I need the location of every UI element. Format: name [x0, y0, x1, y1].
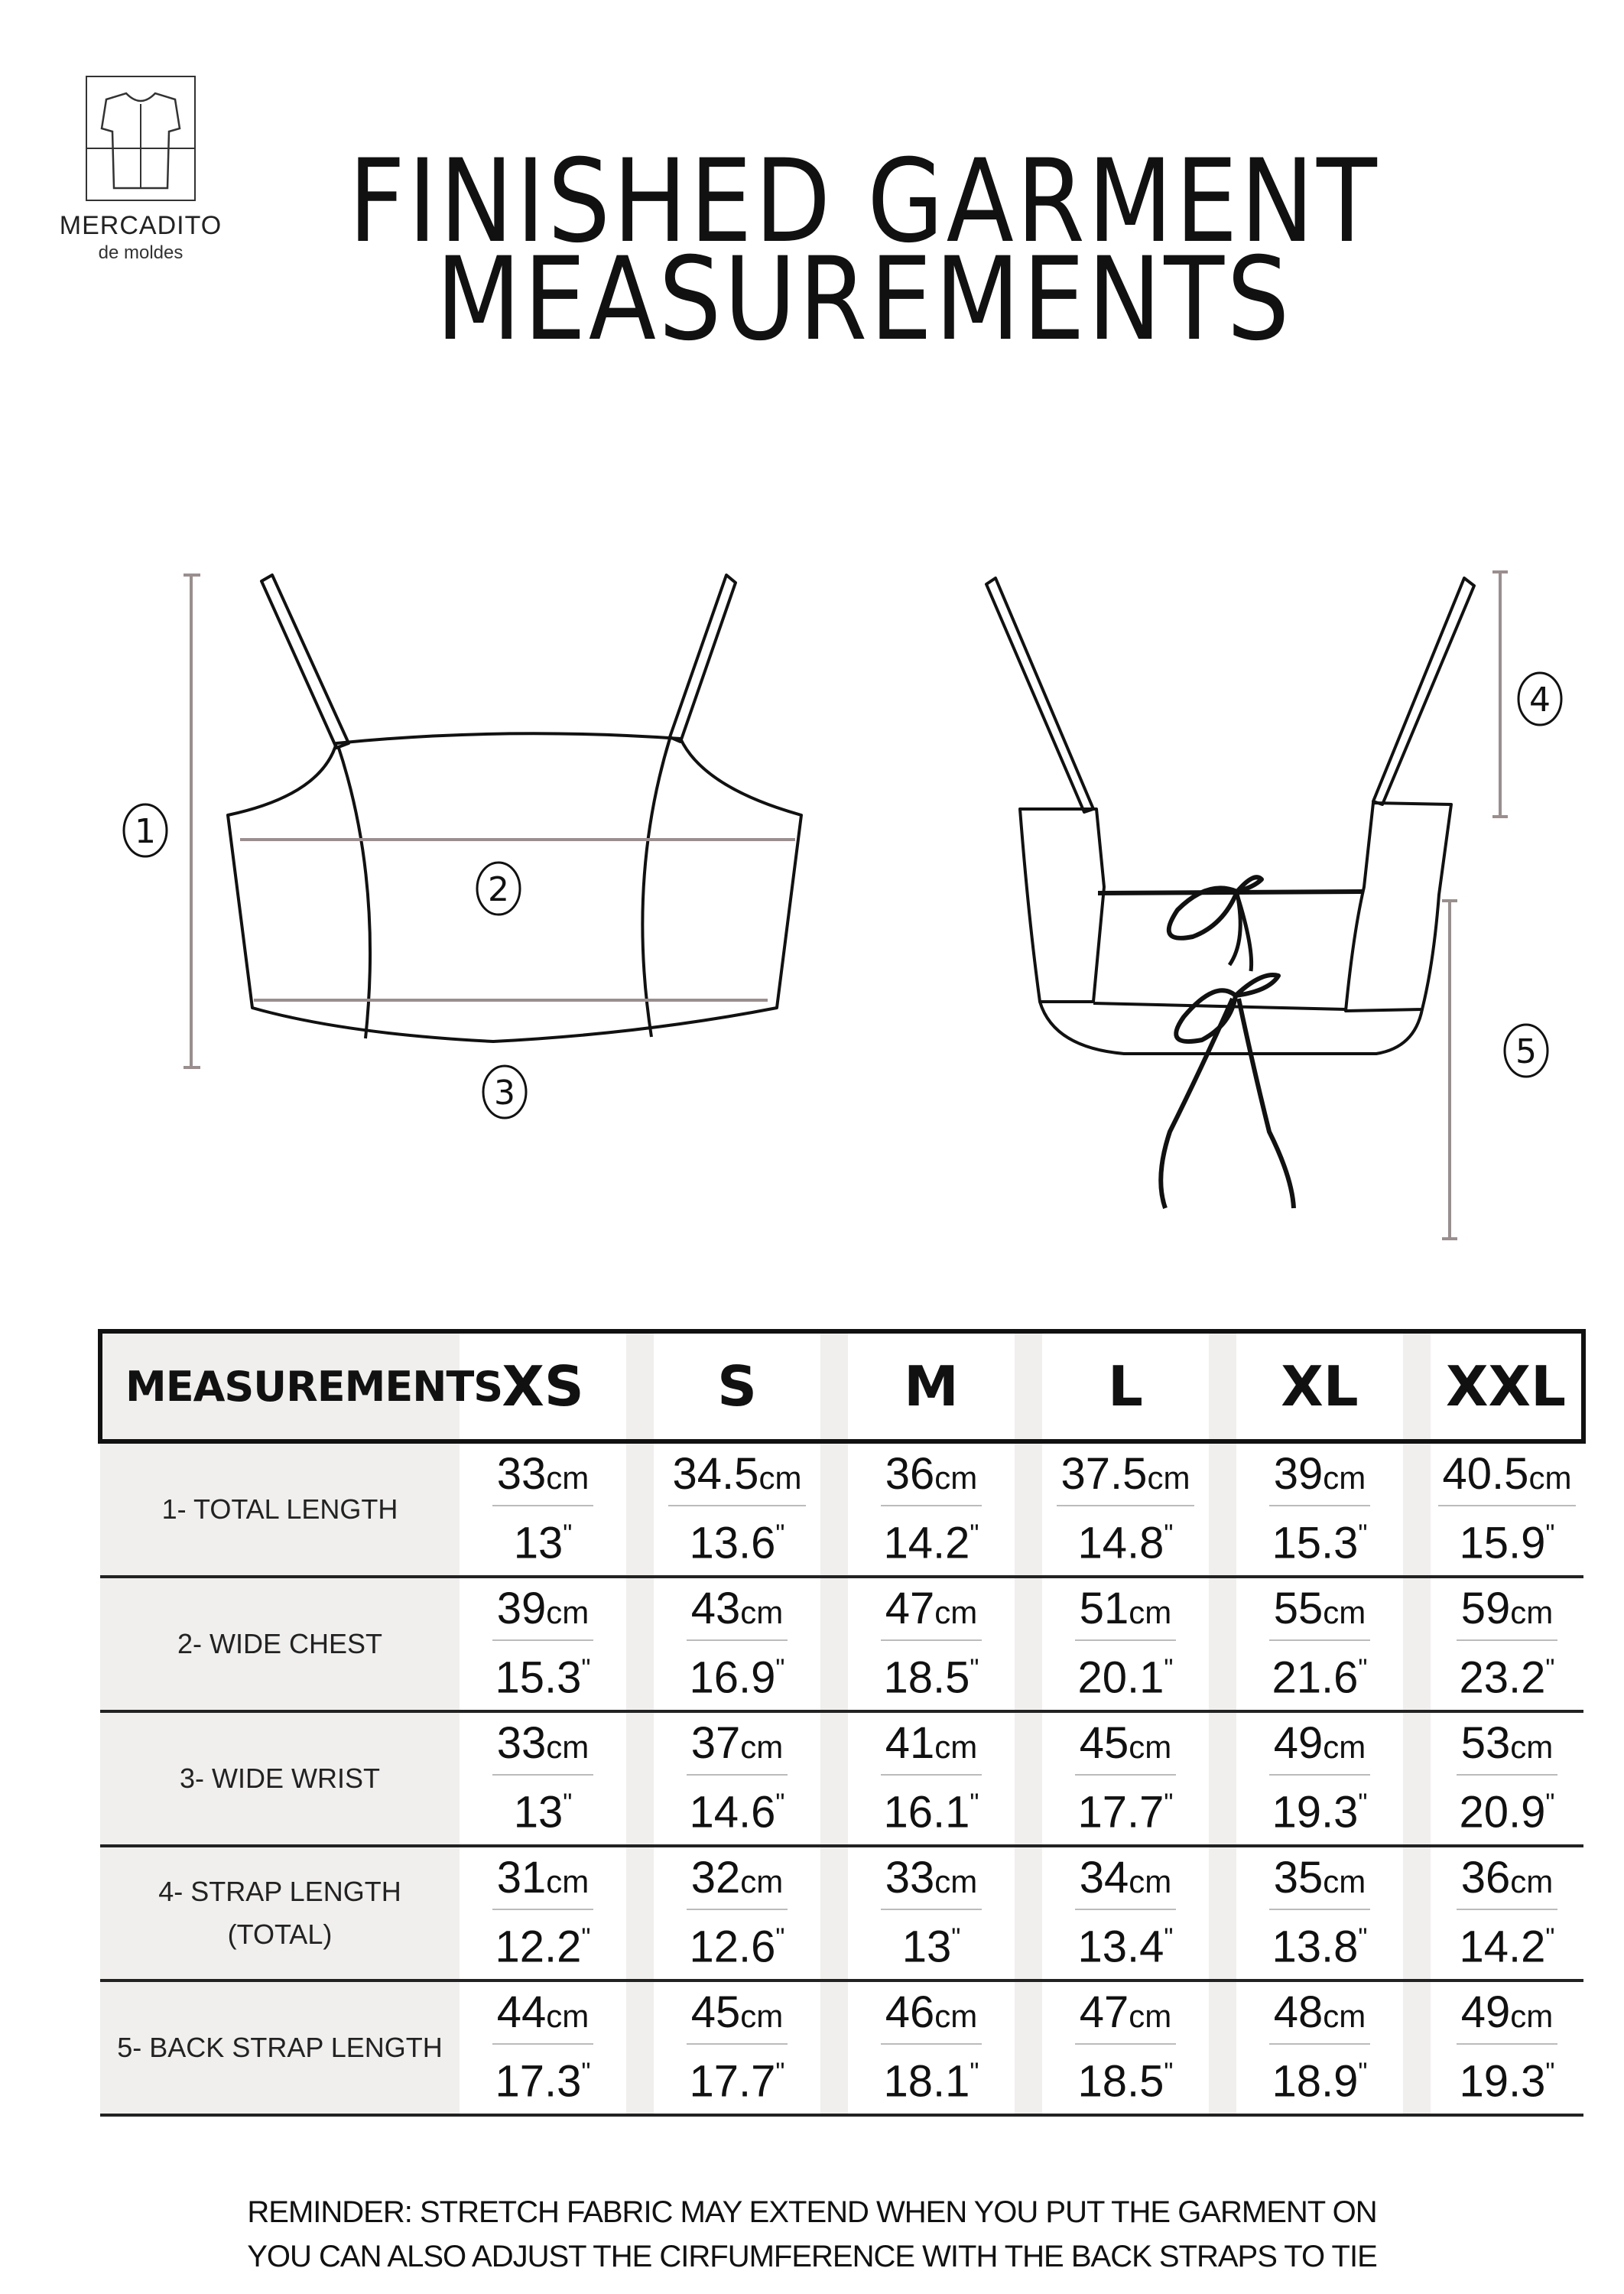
column-spacer	[1403, 1980, 1431, 2115]
unit-cm: cm	[934, 1998, 978, 2035]
unit-inches: "	[1164, 1519, 1174, 1549]
measurement-value-cell	[654, 1711, 820, 1846]
value-cm: 37	[690, 1718, 741, 1769]
measurement-value-cell	[654, 1441, 820, 1577]
unit-inches: "	[1164, 1654, 1174, 1684]
title-line-1: FINISHED GARMENT	[348, 135, 1380, 268]
measurement-value-cell	[654, 1846, 820, 1980]
svg-text:4: 4	[1529, 681, 1551, 720]
measurement-value-cell	[1042, 1577, 1209, 1711]
marker-2	[477, 863, 520, 915]
unit-cm: cm	[1323, 1594, 1366, 1631]
value-cm: 39	[1273, 1449, 1324, 1500]
value-cm: 43	[690, 1584, 741, 1634]
measurement-value-cell	[1431, 1441, 1583, 1577]
unit-inches: "	[775, 1789, 785, 1818]
front-view-illustration	[228, 575, 801, 1041]
size-xxl: XXL	[1431, 1331, 1583, 1441]
value-inches: 14.8	[1077, 1518, 1164, 1568]
unit-inches: "	[581, 1923, 591, 1953]
unit-inches: "	[1164, 1923, 1174, 1953]
measurement-label-text: 3- WIDE WRIST	[180, 1763, 380, 1794]
measurement-value-cell	[460, 1577, 626, 1711]
value-cm: 55	[1273, 1584, 1324, 1634]
measurement-label-subtext: (TOTAL)	[227, 1919, 333, 1950]
value-inches: 13	[513, 1518, 564, 1568]
unit-inches: "	[775, 1519, 785, 1549]
column-spacer	[820, 1441, 848, 1577]
unit-cm: cm	[934, 1460, 978, 1496]
measurement-value-cell	[1042, 1711, 1209, 1846]
reminder-note	[76, 2190, 1548, 2279]
unit-inches: "	[1545, 1923, 1555, 1953]
measurement-value-cell	[654, 1980, 820, 2115]
measurement-value-cell	[848, 1711, 1015, 1846]
value-cm: 32	[690, 1853, 741, 1903]
unit-cm: cm	[1129, 1998, 1172, 2035]
value-inches: 16.1	[883, 1787, 970, 1837]
unit-inches: "	[563, 1519, 573, 1549]
unit-cm: cm	[1323, 1863, 1366, 1900]
value-inches: 12.6	[689, 1922, 776, 1972]
value-cm: 34.5	[672, 1449, 759, 1500]
unit-inches: "	[775, 1654, 785, 1684]
unit-cm: cm	[1129, 1594, 1172, 1631]
value-cm: 48	[1273, 1987, 1324, 2038]
column-spacer	[1403, 1711, 1431, 1846]
measurement-value-cell	[848, 1441, 1015, 1577]
value-cm: 49	[1273, 1718, 1324, 1769]
column-spacer	[1209, 1711, 1236, 1846]
size-xl: XL	[1236, 1331, 1403, 1441]
measurement-label	[100, 1441, 460, 1577]
column-spacer	[820, 1846, 848, 1980]
value-inches: 18.5	[1077, 2056, 1164, 2107]
measurement-label-text: 4- STRAP LENGTH	[158, 1876, 401, 1907]
value-inches: 14.6	[689, 1787, 776, 1837]
measurement-value-cell	[1236, 1980, 1403, 2115]
value-inches: 21.6	[1272, 1652, 1359, 1703]
value-inches: 15.3	[1272, 1518, 1359, 1568]
unit-cm: cm	[1323, 1998, 1366, 2035]
unit-inches: "	[970, 1789, 979, 1818]
unit-cm: cm	[1510, 1998, 1554, 2035]
svg-text:2: 2	[488, 870, 509, 909]
value-inches: 20.1	[1077, 1652, 1164, 1703]
value-cm: 37.5	[1060, 1449, 1148, 1500]
value-cm: 31	[496, 1853, 547, 1903]
value-cm: 45	[690, 1987, 741, 2038]
marker-5	[1505, 1025, 1548, 1077]
svg-text:1: 1	[135, 812, 156, 851]
value-inches: 13.6	[689, 1518, 776, 1568]
measurement-value-cell	[848, 1846, 1015, 1980]
value-inches: 16.9	[689, 1652, 776, 1703]
measurement-value-cell	[460, 1846, 626, 1980]
measurement-value-cell	[1042, 1980, 1209, 2115]
column-spacer	[626, 1846, 654, 1980]
measurement-label	[100, 1980, 460, 2115]
marker-1	[124, 804, 167, 856]
unit-cm: cm	[1528, 1460, 1572, 1496]
column-spacer	[820, 1980, 848, 2115]
measurement-value-cell	[1236, 1577, 1403, 1711]
unit-inches: "	[951, 1923, 961, 1953]
measurement-value-cell	[1236, 1846, 1403, 1980]
measurement-value-cell	[1042, 1441, 1209, 1577]
unit-inches: "	[1164, 2058, 1174, 2088]
column-spacer	[820, 1577, 848, 1711]
marker-3	[483, 1066, 526, 1118]
size-m: M	[848, 1331, 1015, 1441]
value-inches: 19.3	[1272, 1787, 1359, 1837]
page-title	[318, 135, 1410, 366]
unit-cm: cm	[1323, 1729, 1366, 1766]
measurement-value-cell	[1431, 1846, 1583, 1980]
header-measurements: MEASUREMENTS	[100, 1331, 460, 1441]
unit-cm: cm	[546, 1863, 590, 1900]
column-spacer	[1015, 1441, 1042, 1577]
unit-cm: cm	[740, 1998, 784, 2035]
value-cm: 47	[1079, 1987, 1129, 2038]
value-inches: 17.3	[495, 2056, 582, 2107]
column-spacer	[626, 1980, 654, 2115]
value-inches: 13.4	[1077, 1922, 1164, 1972]
value-cm: 36	[885, 1449, 935, 1500]
measurement-label-text: 1- TOTAL LENGTH	[161, 1493, 398, 1525]
value-inches: 15.3	[495, 1652, 582, 1703]
value-inches: 18.5	[883, 1652, 970, 1703]
brand-tagline: de moldes	[98, 242, 184, 263]
measurement-label	[100, 1711, 460, 1846]
size-s: S	[654, 1331, 820, 1441]
size-xs: XS	[460, 1331, 626, 1441]
measurement-value-cell	[1431, 1711, 1583, 1846]
table-row	[100, 1711, 1583, 1846]
garment-diagram	[0, 535, 1624, 1300]
value-inches: 20.9	[1459, 1787, 1546, 1837]
column-spacer	[626, 1577, 654, 1711]
table-header-row	[100, 1331, 1583, 1441]
value-cm: 53	[1460, 1718, 1511, 1769]
value-inches: 14.2	[883, 1518, 970, 1568]
unit-inches: "	[1358, 1654, 1368, 1684]
unit-cm: cm	[1129, 1729, 1172, 1766]
unit-inches: "	[1358, 1789, 1368, 1818]
measurement-value-cell	[460, 1711, 626, 1846]
value-cm: 33	[885, 1853, 935, 1903]
unit-cm: cm	[546, 1460, 590, 1496]
measurement-value-cell	[1042, 1846, 1209, 1980]
unit-inches: "	[581, 1654, 591, 1684]
svg-text:5: 5	[1515, 1032, 1537, 1071]
value-cm: 49	[1460, 1987, 1511, 2038]
unit-cm: cm	[740, 1594, 784, 1631]
unit-cm: cm	[1129, 1863, 1172, 1900]
table-row	[100, 1577, 1583, 1711]
reminder-line-1: REMINDER: STRETCH FABRIC MAY EXTEND WHEN YOU PUT THE GARMENT ON	[247, 2195, 1377, 2229]
unit-cm: cm	[1510, 1594, 1554, 1631]
unit-cm: cm	[1510, 1863, 1554, 1900]
unit-inches: "	[775, 2058, 785, 2088]
value-inches: 13	[901, 1922, 952, 1972]
value-inches: 13.8	[1272, 1922, 1359, 1972]
measurement-label-text: 2- WIDE CHEST	[177, 1628, 382, 1659]
measurement-value-cell	[848, 1980, 1015, 2115]
value-cm: 40.5	[1442, 1449, 1529, 1500]
column-spacer	[626, 1441, 654, 1577]
unit-cm: cm	[740, 1863, 784, 1900]
unit-inches: "	[1358, 1923, 1368, 1953]
unit-inches: "	[1545, 1654, 1555, 1684]
value-cm: 46	[885, 1987, 935, 2038]
table-row	[100, 1980, 1583, 2115]
column-spacer	[1403, 1441, 1431, 1577]
unit-cm: cm	[934, 1863, 978, 1900]
measurement-value-cell	[460, 1441, 626, 1577]
value-cm: 47	[885, 1584, 935, 1634]
back-view-illustration	[986, 578, 1474, 1208]
unit-inches: "	[970, 1654, 979, 1684]
marker-4	[1518, 673, 1561, 725]
value-inches: 13	[513, 1787, 564, 1837]
unit-inches: "	[1545, 2058, 1555, 2088]
measurement-value-cell	[460, 1980, 626, 2115]
column-spacer	[1015, 1846, 1042, 1980]
unit-cm: cm	[740, 1729, 784, 1766]
brand-name: MERCADITO	[59, 211, 222, 240]
measurement-value-cell	[1236, 1711, 1403, 1846]
column-spacer	[1403, 1846, 1431, 1980]
garment-pattern-icon	[83, 73, 198, 203]
value-cm: 41	[885, 1718, 935, 1769]
reminder-line-2: YOU CAN ALSO ADJUST THE CIRFUMFERENCE WITH THE BACK STRAPS TO TIE	[247, 2240, 1377, 2273]
size-chart-table	[98, 1329, 1586, 2117]
value-cm: 33	[496, 1718, 547, 1769]
measurement-label	[100, 1577, 460, 1711]
unit-cm: cm	[1510, 1729, 1554, 1766]
table-row	[100, 1441, 1583, 1577]
measurement-label	[100, 1846, 460, 1980]
value-inches: 18.9	[1272, 2056, 1359, 2107]
measurement-label-text: 5- BACK STRAP LENGTH	[117, 2032, 443, 2063]
value-cm: 36	[1460, 1853, 1511, 1903]
unit-inches: "	[1545, 1519, 1555, 1549]
unit-inches: "	[775, 1923, 785, 1953]
value-inches: 17.7	[689, 2056, 776, 2107]
value-inches: 15.9	[1459, 1518, 1546, 1568]
unit-cm: cm	[934, 1594, 978, 1631]
table-row	[100, 1846, 1583, 1980]
column-spacer	[1015, 1577, 1042, 1711]
value-inches: 12.2	[495, 1922, 582, 1972]
column-spacer	[1209, 1980, 1236, 2115]
brand-logo	[49, 73, 232, 264]
column-spacer	[1015, 1980, 1042, 2115]
value-inches: 14.2	[1459, 1922, 1546, 1972]
column-spacer	[1015, 1711, 1042, 1846]
value-cm: 39	[496, 1584, 547, 1634]
value-inches: 18.1	[883, 2056, 970, 2107]
unit-inches: "	[970, 2058, 979, 2088]
column-spacer	[1403, 1577, 1431, 1711]
unit-inches: "	[581, 2058, 591, 2088]
unit-inches: "	[563, 1789, 573, 1818]
column-spacer	[1209, 1846, 1236, 1980]
value-inches: 17.7	[1077, 1787, 1164, 1837]
value-cm: 51	[1079, 1584, 1129, 1634]
unit-inches: "	[970, 1519, 979, 1549]
measurement-value-cell	[1236, 1441, 1403, 1577]
value-cm: 34	[1079, 1853, 1129, 1903]
unit-inches: "	[1545, 1789, 1555, 1818]
unit-inches: "	[1164, 1789, 1174, 1818]
value-cm: 44	[496, 1987, 547, 2038]
column-spacer	[1209, 1577, 1236, 1711]
value-inches: 19.3	[1459, 2056, 1546, 2107]
value-cm: 59	[1460, 1584, 1511, 1634]
value-cm: 33	[496, 1449, 547, 1500]
unit-cm: cm	[1147, 1460, 1190, 1496]
size-l: L	[1042, 1331, 1209, 1441]
value-inches: 23.2	[1459, 1652, 1546, 1703]
unit-cm: cm	[934, 1729, 978, 1766]
measurement-value-cell	[1431, 1980, 1583, 2115]
svg-text:3: 3	[494, 1074, 515, 1113]
column-spacer	[1209, 1441, 1236, 1577]
column-spacer	[820, 1711, 848, 1846]
unit-inches: "	[1358, 2058, 1368, 2088]
title-line-2: MEASUREMENTS	[436, 233, 1292, 366]
unit-cm: cm	[758, 1460, 802, 1496]
value-cm: 35	[1273, 1853, 1324, 1903]
unit-inches: "	[1358, 1519, 1368, 1549]
unit-cm: cm	[546, 1998, 590, 2035]
measurement-value-cell	[848, 1577, 1015, 1711]
measurement-value-cell	[1431, 1577, 1583, 1711]
unit-cm: cm	[1323, 1460, 1366, 1496]
unit-cm: cm	[546, 1594, 590, 1631]
unit-cm: cm	[546, 1729, 590, 1766]
value-cm: 45	[1079, 1718, 1129, 1769]
measurement-value-cell	[654, 1577, 820, 1711]
column-spacer	[626, 1711, 654, 1846]
